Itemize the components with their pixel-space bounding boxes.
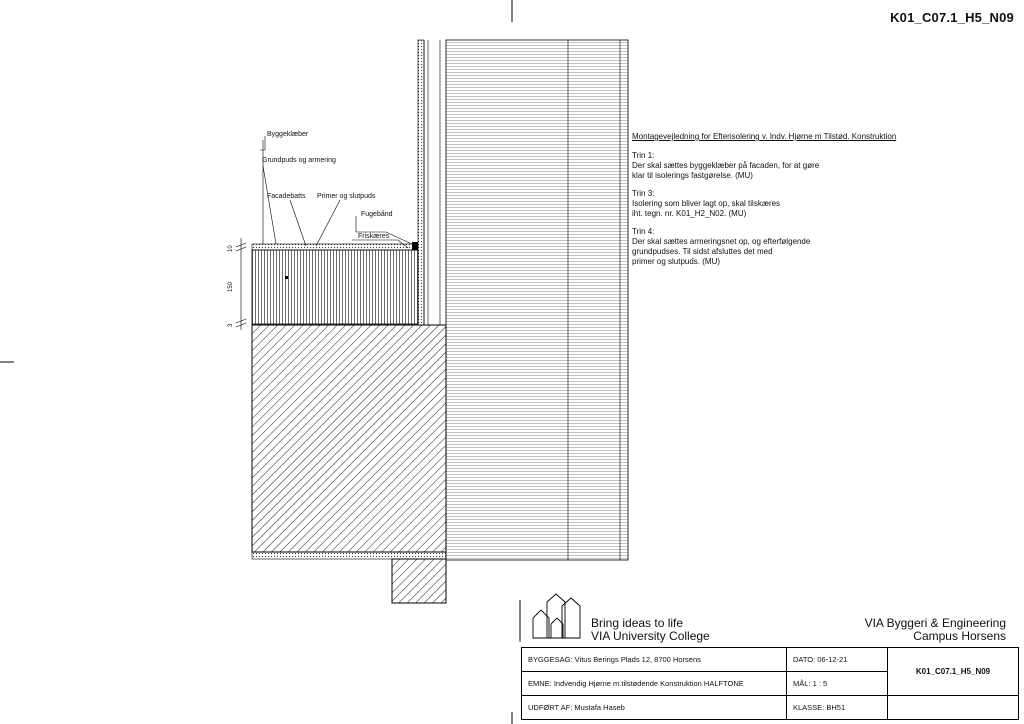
- class-cell: KLASSE: BH51: [787, 696, 888, 720]
- dimension-bottom: 3: [228, 323, 234, 327]
- note-step-1: [632, 151, 932, 181]
- step-heading: Trin 1:: [632, 151, 655, 160]
- scale-cell: MÅL: 1 : 5: [787, 672, 888, 696]
- drawing-number: K01_C07.1_H5_N09: [890, 10, 1014, 25]
- callout-facadebatts: Facadebatts: [267, 193, 306, 200]
- step-line: Der skal sættes armeringsnet op, og efterfølgende: [632, 237, 811, 246]
- slogan-line: Bring ideas to life: [591, 616, 684, 630]
- slogan: [591, 617, 710, 643]
- step-heading: Trin 3:: [632, 189, 655, 198]
- project-cell: BYGGESAG: Vitus Berings Plads 12, 8700 Horsens: [522, 648, 787, 672]
- drawing-number-cell: K01_C07.1_H5_N09: [888, 648, 1019, 696]
- org-line: VIA Byggeri & Engineering: [864, 616, 1006, 630]
- dimension-line: [236, 238, 246, 330]
- step-line: primer og slutpuds. (MU): [632, 257, 721, 266]
- callout-friskaeres: Friskæres: [358, 233, 390, 240]
- step-line: grundpudses. Til sidst afsluttes det med: [632, 247, 773, 256]
- date-cell: DATO: 06-12-21: [787, 648, 888, 672]
- dimension-middle: 150: [228, 281, 234, 292]
- callout-grundpuds: Grundpuds og armering: [262, 157, 336, 164]
- note-step-4: [632, 227, 932, 267]
- callout-primer: Primer og slutpuds: [317, 193, 376, 200]
- step-line: klar til isolerings fastgørelse. (MU): [632, 171, 753, 180]
- facade-batts: [252, 242, 418, 324]
- step-line: Isolering som bliver lagt op, skal tilskæres: [632, 199, 781, 208]
- existing-wall: [446, 40, 628, 560]
- step-line: iht. tegn. nr. K01_H2_N02. (MU): [632, 209, 747, 218]
- via-logo: [520, 594, 580, 640]
- step-line: Der skal sættes byggeklæber på facaden, for at gøre: [632, 161, 820, 170]
- notes-title: Montagevejledning for Efterisolering v. Indv. Hjørne m Tilstød. Konstruktion: [632, 132, 897, 141]
- callout-byggeklaeber: Byggeklæber: [267, 131, 309, 138]
- subject-cell: EMNE: Indvendig Hjørne m.tilstødende Konstruktion HALFTONE: [522, 672, 787, 696]
- organization: [865, 617, 1006, 643]
- callout-leaders: [260, 136, 416, 248]
- author-cell: UDFØRT AF: Mustafa Haseb: [522, 696, 787, 720]
- step-heading: Trin 4:: [632, 227, 655, 236]
- wall-cladding-layers: [418, 40, 440, 325]
- note-step-3: [632, 189, 932, 219]
- callout-fugebaand: Fugebånd: [361, 211, 393, 218]
- concrete-section: [252, 325, 446, 603]
- org-line: Campus Horsens: [913, 629, 1006, 643]
- slogan-line: VIA University College: [591, 629, 710, 643]
- assembly-notes: [632, 132, 932, 275]
- dimension-top: 10: [228, 245, 234, 252]
- title-block: [521, 647, 1019, 720]
- empty-cell: [888, 696, 1019, 720]
